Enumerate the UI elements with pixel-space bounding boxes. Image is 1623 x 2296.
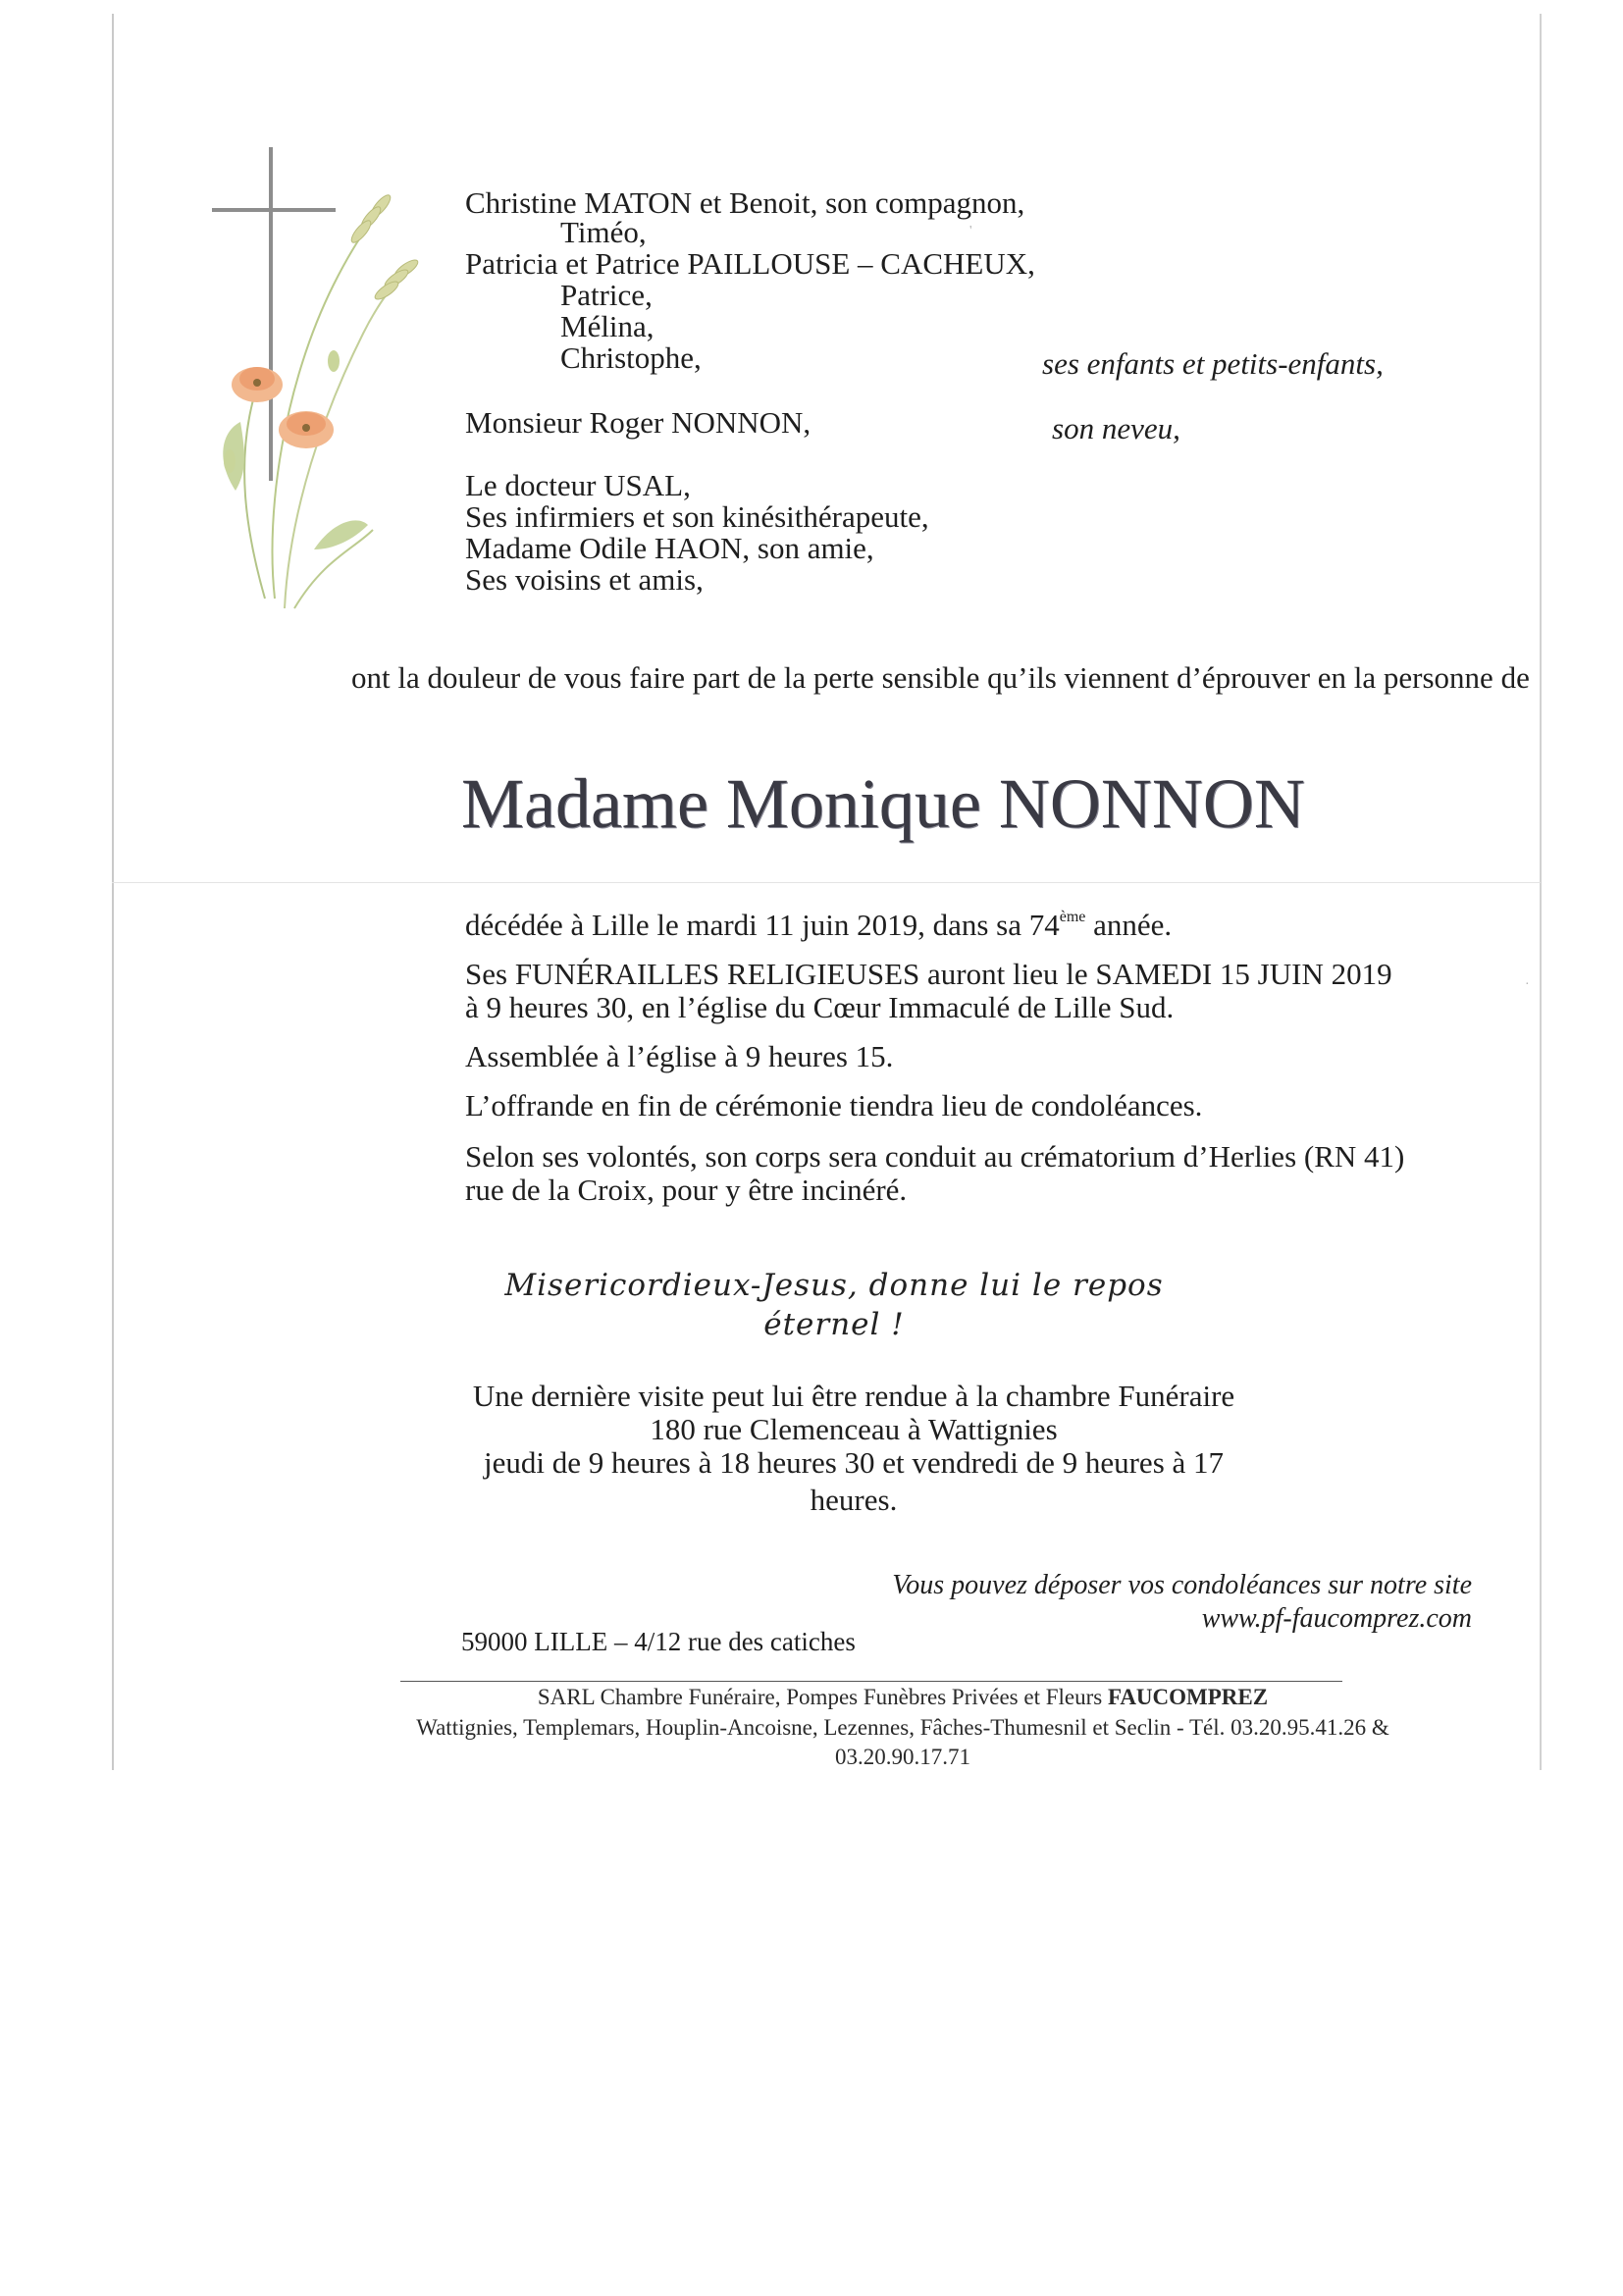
family-line-6: Christophe, [560, 340, 702, 375]
address: 59000 LILLE – 4/12 rue des catiches [461, 1627, 856, 1656]
offering-line: L’offrande en fin de cérémonie tiendra lieu de condoléances. [465, 1088, 1203, 1122]
relation-nephew: son neveu, [1052, 411, 1180, 445]
death-line [465, 907, 1172, 950]
announcement: ont la douleur de vous faire part de la perte sensible qu’ils viennent d’éprouver en la personne de [351, 660, 1530, 695]
scan-speck: · [1525, 977, 1530, 992]
scan-speck: ' [969, 224, 972, 238]
visit-line-3: jeudi de 9 heures à 18 heures 30 et vendredi de 9 heures à 17 heures. [483, 1445, 1225, 1517]
page-left-edge [112, 14, 114, 1770]
family-line-1: Christine MATON et Benoit, son compagnon, [465, 185, 1025, 220]
footer-rule [400, 1681, 1342, 1682]
visit-line-2: 180 rue Clemenceau à Wattignies [650, 1412, 1058, 1446]
death-superscript: ème [1059, 909, 1086, 925]
family-line-8: Le docteur USAL, [465, 468, 691, 502]
condolences-line-1: Vous pouvez déposer vos condoléances sur notre site [892, 1570, 1472, 1600]
family-line-7: Monsieur Roger NONNON, [465, 405, 812, 440]
visit-line-1: Une dernière visite peut lui être rendue à la chambre Funéraire [472, 1379, 1235, 1413]
assembly-line: Assemblée à l’église à 9 heures 15. [465, 1039, 894, 1073]
family-line-11: Ses voisins et amis, [465, 562, 704, 597]
funeral-line-2: à 9 heures 30, en l’église du Cœur Immaculé de Lille Sud. [465, 990, 1175, 1024]
page-right-edge [1540, 14, 1542, 1770]
cremation-line-2: rue de la Croix, pour y être incinéré. [465, 1173, 908, 1207]
relation-children: ses enfants et petits-enfants, [1042, 346, 1384, 381]
footer-line-1 [363, 1683, 1442, 1712]
condolences-website: www.pf-faucomprez.com [1201, 1603, 1472, 1634]
family-line-10: Madame Odile HAON, son amie, [465, 531, 874, 565]
cross-with-poppies-and-wheat-icon [196, 137, 451, 677]
family-line-3: Patricia et Patrice PAILLOUSE – CACHEUX, [465, 246, 1035, 281]
footer-brand: FAUCOMPREZ [1107, 1685, 1269, 1709]
death-text-end: année. [1085, 908, 1173, 942]
funeral-line-1: Ses FUNÉRAILLES RELIGIEUSES auront lieu le SAMEDI 15 JUIN 2019 [465, 957, 1392, 991]
family-line-2: Timéo, [560, 215, 647, 249]
footer-company-text: SARL Chambre Funéraire, Pompes Funèbres Privées et Fleurs [537, 1685, 1108, 1709]
family-line-4: Patrice, [560, 278, 653, 312]
cremation-line-1: Selon ses volontés, son corps sera conduit au crématorium d’Herlies (RN 41) [465, 1139, 1405, 1174]
footer-line-2: Wattignies, Templemars, Houplin-Ancoisne, Lezennes, Fâches-Thumesnil et Seclin - Tél. 03.20.95.41.26 & 03.20.90.17.71 [416, 1715, 1389, 1769]
fold-line [112, 882, 1541, 883]
prayer-text: Misericordieux-Jesus, donne lui le repos éternel ! [504, 1268, 1164, 1342]
family-line-9: Ses infirmiers et son kinésithérapeute, [465, 499, 929, 534]
family-line-5: Mélina, [560, 309, 654, 343]
deceased-name: Madame Monique NONNON [461, 764, 1305, 843]
death-text: décédée à Lille le mardi 11 juin 2019, dans sa 74 [465, 908, 1060, 942]
